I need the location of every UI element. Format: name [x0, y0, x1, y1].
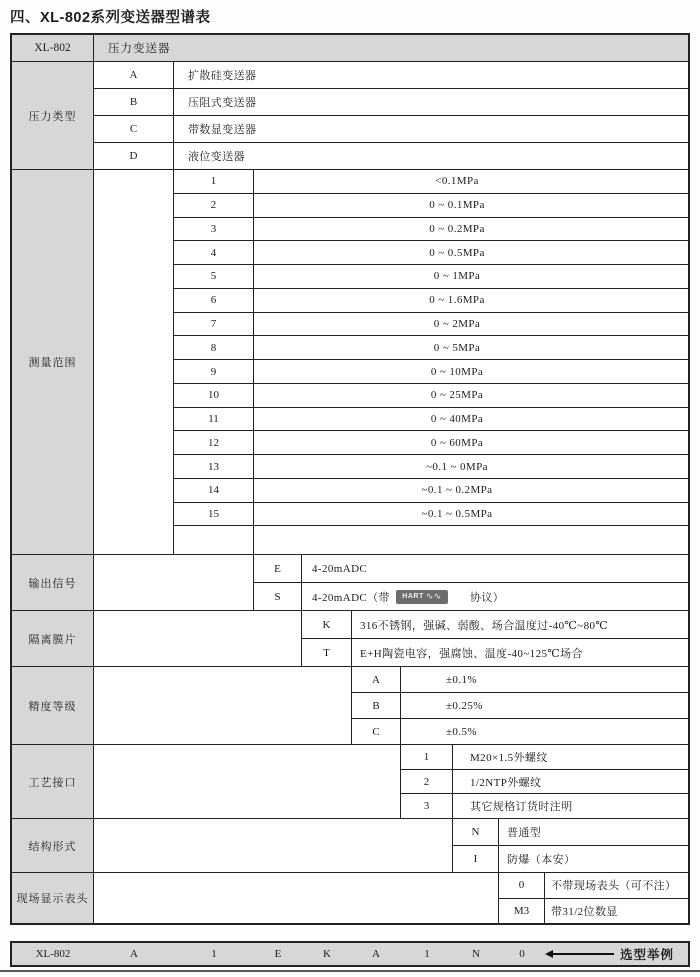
table-row: [401, 770, 688, 795]
description-cell: 带31/2位数显: [551, 905, 618, 918]
section-rows: [499, 873, 688, 923]
table-row: [453, 819, 688, 846]
description-cell: 0 ~ 5MPa: [433, 341, 481, 354]
code-cell: A: [94, 62, 174, 88]
staircase-spacer: [94, 667, 352, 744]
section-rows: [453, 819, 688, 872]
code-cell: M3: [499, 899, 545, 924]
section-isolation-diaphragm: [12, 610, 688, 666]
table-header-row: [12, 35, 688, 61]
table-row: [352, 719, 688, 744]
table-row: [94, 62, 688, 89]
table-row: [174, 194, 688, 218]
table-row: [94, 116, 688, 143]
code-cell: 0: [499, 873, 545, 898]
example-code: XL-802: [35, 948, 71, 960]
description-cell: ~0.1 ~ 0.2MPa: [421, 484, 493, 497]
description-cell: 0 ~ 25MPa: [430, 389, 484, 402]
table-row: [174, 265, 688, 289]
section-output-signal: [12, 554, 688, 610]
left-arrow-icon: [552, 953, 614, 955]
description-cell: 液位变送器: [188, 151, 245, 163]
selection-example-label: 选型举例: [620, 948, 675, 962]
page-bottom-rule: [0, 970, 700, 972]
hart-logo-text: HART: [402, 593, 424, 600]
code-cell: A: [352, 667, 401, 692]
table-row: [302, 611, 688, 639]
section-pressure-type: [12, 61, 688, 169]
section-label-structure-form: 结构形式: [12, 819, 94, 872]
table-row: [499, 899, 688, 924]
description-cell: 316不锈钢，强碱、弱酸、场合温度过-40℃~80℃: [360, 619, 609, 632]
description-cell: 防爆（本安）: [507, 854, 576, 866]
section-rows: [352, 667, 688, 744]
example-code: A: [372, 948, 380, 960]
table-row: [94, 143, 688, 169]
code-cell: 6: [174, 289, 254, 312]
staircase-spacer: [94, 555, 254, 610]
table-row: [401, 745, 688, 770]
page-title: 四、XL-802系列变送器型谱表: [10, 10, 211, 26]
section-rows: [174, 170, 688, 554]
staircase-spacer: [94, 873, 499, 923]
description-cell: 0 ~ 60MPa: [430, 436, 484, 449]
description-cell: 带数显变送器: [188, 124, 257, 136]
description-cell: 1/2NTP外螺纹: [470, 776, 542, 789]
description-cell: 不带现场表头（可不注）: [551, 880, 677, 893]
section-structure-form: [12, 818, 688, 872]
code-cell: 11: [174, 408, 254, 431]
description-cell: <0.1MPa: [435, 175, 479, 188]
description-cell: 扩散硅变送器: [188, 70, 257, 82]
description-cell: M20×1.5外螺纹: [470, 751, 548, 764]
description-cell: 0 ~ 10MPa: [430, 365, 484, 378]
description-cell: E+H陶瓷电容，强腐蚀、温度-40~125℃场合: [360, 647, 583, 660]
code-cell: C: [352, 719, 401, 744]
description-cell: 0 ~ 0.1MPa: [429, 199, 485, 212]
code-cell: 14: [174, 479, 254, 502]
description-cell: ~0.1 ~ 0MPa: [426, 460, 488, 473]
example-code: A: [130, 948, 138, 960]
description-cell: 压阻式变送器: [188, 97, 257, 109]
description-cell: 0 ~ 0.5MPa: [429, 246, 485, 259]
code-cell: B: [94, 89, 174, 115]
section-rows: [401, 745, 688, 818]
table-row: [174, 455, 688, 479]
example-code: K: [323, 948, 331, 960]
table-row: [254, 555, 688, 583]
code-cell: 3: [401, 794, 453, 818]
section-measuring-range: [12, 169, 688, 554]
table-row: [174, 289, 688, 313]
model-spectrum-table: [10, 33, 690, 925]
description-text: 4-20mADC（带: [312, 591, 390, 604]
code-cell: 12: [174, 431, 254, 454]
code-cell: 2: [401, 770, 453, 794]
code-cell: I: [453, 846, 499, 872]
code-cell: 4: [174, 241, 254, 264]
model-code-cell: XL-802: [12, 35, 94, 61]
table-row: [401, 794, 688, 818]
description-cell: [254, 526, 688, 554]
example-code: 1: [211, 948, 217, 960]
example-code: E: [274, 948, 282, 960]
section-field-display: [12, 872, 688, 923]
table-row: [174, 503, 688, 527]
section-rows: [94, 62, 688, 169]
description-cell: 0 ~ 2MPa: [433, 317, 481, 330]
section-rows: [254, 555, 688, 610]
description-cell: ±0.1%: [446, 673, 477, 686]
table-row: [174, 479, 688, 503]
code-cell: E: [254, 555, 302, 582]
table-row: [94, 89, 688, 116]
table-row: [174, 336, 688, 360]
example-code: N: [472, 948, 480, 960]
table-row: [174, 170, 688, 194]
staircase-spacer: [94, 170, 174, 554]
section-rows: [302, 611, 688, 666]
section-label-isolation-diaphragm: 隔离膜片: [12, 611, 94, 666]
table-row: [352, 667, 688, 693]
code-cell: N: [453, 819, 499, 845]
selection-example-bar: [10, 941, 690, 967]
hart-logo-wave: ∿∿: [425, 591, 442, 601]
description-cell: [302, 583, 688, 610]
code-cell: K: [302, 611, 352, 638]
description-cell: ±0.5%: [446, 725, 477, 738]
code-cell: T: [302, 639, 352, 666]
code-cell: C: [94, 116, 174, 142]
table-row: [174, 360, 688, 384]
table-row: [499, 873, 688, 899]
section-label-accuracy-class: 精度等级: [12, 667, 94, 744]
section-label-pressure-type: 压力类型: [12, 62, 94, 169]
table-sections: [12, 61, 688, 923]
section-accuracy-class: [12, 666, 688, 744]
table-row: [174, 526, 688, 554]
table-row: [352, 693, 688, 719]
section-label-output-signal: 输出信号: [12, 555, 94, 610]
description-cell: 其它规格订货时注明: [470, 801, 573, 814]
table-row: [174, 431, 688, 455]
code-cell: 1: [401, 745, 453, 769]
section-label-process-connection: 工艺接口: [12, 745, 94, 818]
section-label-field-display: 现场显示表头: [12, 873, 94, 923]
code-cell: D: [94, 143, 174, 169]
staircase-spacer: [94, 745, 401, 818]
description-cell: ~0.1 ~ 0.5MPa: [421, 508, 493, 521]
description-cell: 0 ~ 0.2MPa: [429, 222, 485, 235]
section-process-connection: [12, 744, 688, 818]
code-cell: 7: [174, 313, 254, 336]
table-row: [174, 218, 688, 242]
table-row: [302, 639, 688, 666]
code-cell: 3: [174, 218, 254, 241]
description-cell: 0 ~ 1MPa: [433, 270, 481, 283]
code-cell: 9: [174, 360, 254, 383]
example-code: 0: [519, 948, 525, 960]
table-row: [174, 408, 688, 432]
code-cell: 13: [174, 455, 254, 478]
description-text: 协议）: [469, 591, 505, 604]
product-name-cell: 压力变送器: [108, 43, 171, 55]
table-row: [254, 583, 688, 610]
description-cell: 0 ~ 40MPa: [430, 413, 484, 426]
description-cell: 4-20mADC: [312, 562, 368, 575]
table-row: [174, 384, 688, 408]
description-cell: 普通型: [507, 827, 542, 839]
staircase-spacer: [94, 611, 302, 666]
table-row: [453, 846, 688, 872]
code-cell: 2: [174, 194, 254, 217]
hart-protocol-logo-icon: [396, 590, 448, 604]
code-cell: 5: [174, 265, 254, 288]
code-cell: 15: [174, 503, 254, 526]
code-cell: 8: [174, 336, 254, 359]
code-cell: [174, 526, 254, 554]
code-cell: S: [254, 583, 302, 610]
example-code: 1: [424, 948, 430, 960]
staircase-spacer: [94, 819, 453, 872]
section-label-measuring-range: 测量范围: [12, 170, 94, 554]
code-cell: 10: [174, 384, 254, 407]
code-cell: B: [352, 693, 401, 718]
table-row: [174, 241, 688, 265]
description-cell: ±0.25%: [446, 699, 483, 712]
code-cell: 1: [174, 170, 254, 193]
description-cell: 0 ~ 1.6MPa: [429, 294, 485, 307]
table-row: [174, 313, 688, 337]
